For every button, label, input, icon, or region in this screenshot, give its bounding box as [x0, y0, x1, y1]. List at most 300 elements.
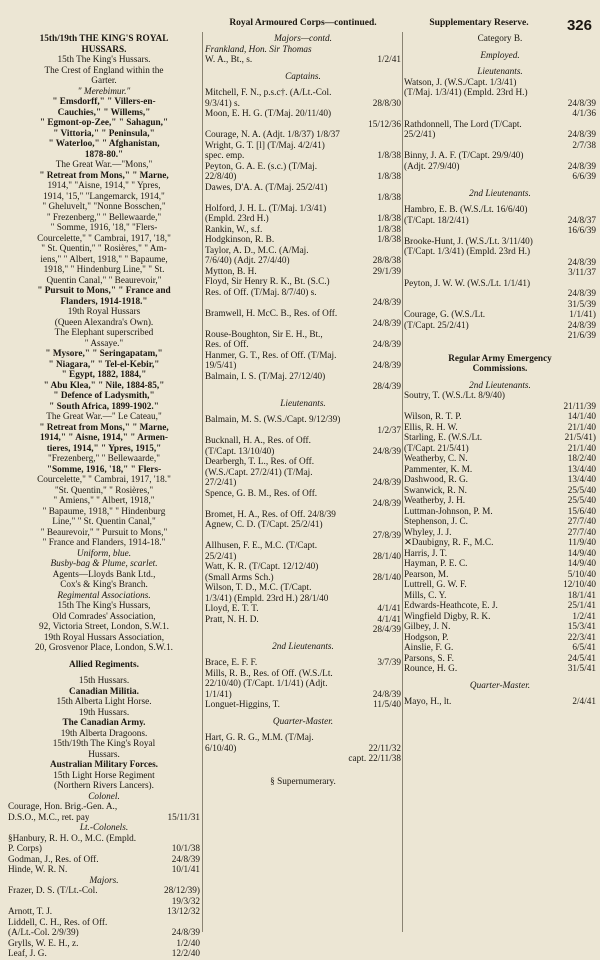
- text-line: " Egmont-op-Zee," " Sahagun,": [39, 118, 169, 128]
- text-line: 19th Royal Hussars: [67, 307, 141, 317]
- entry-date: 28/8/30: [372, 98, 401, 109]
- entry-text: Luttrell, G. W. F.: [404, 580, 467, 590]
- entry-date: 4/1/41: [377, 604, 401, 614]
- text-line: Hambro, E. B. (W.S./Lt. 16/6/40): [404, 205, 528, 215]
- entry-text: Dashwood, R. G.: [404, 475, 468, 485]
- entry-date: 6/6/39: [572, 172, 596, 182]
- entry-date: 12/2/40: [171, 949, 200, 959]
- entry-text: Hinde, W. R. N.: [8, 865, 68, 875]
- entry-date: 19/3/32: [171, 896, 200, 907]
- entry-line: [205, 267, 401, 278]
- text-line: Bucknall, H. A., Res. of Off.: [205, 436, 311, 446]
- text-line: The Elephant superscribed: [54, 328, 154, 338]
- entry-text: Ainslie, F. G.: [404, 643, 454, 653]
- entry-line: [404, 258, 596, 269]
- text-line: 15th Alberta Light Horse.: [56, 697, 152, 707]
- entry-date: 1/8/38: [377, 224, 401, 235]
- entry-date: 3/11/37: [568, 268, 596, 278]
- entry-text: Pratt, N. H. D.: [205, 614, 259, 625]
- entry-date: 24/8/39: [372, 689, 401, 700]
- entry-date: 6/5/41: [572, 643, 596, 653]
- entry-date: 28/1/40: [372, 551, 401, 562]
- entry-text: spec. emp.: [205, 151, 245, 161]
- entry-line: [205, 754, 401, 765]
- text-line: Wilson, T. D., M.C. (T/Capt.: [205, 583, 312, 593]
- entry-date: 18/2/40: [567, 454, 596, 464]
- entry-line: [8, 928, 200, 939]
- text-line: " Mysore," " Seringapatam,": [45, 349, 163, 359]
- entry-date: 1/8/38: [377, 151, 401, 161]
- text-line: " Assaye.": [84, 338, 124, 349]
- entry-line: [404, 423, 596, 434]
- entry-text: Starling, E. (W.S./Lt.: [404, 433, 483, 443]
- entry-line: [205, 55, 401, 66]
- entry-line: [205, 625, 401, 636]
- entry-date: 12/10/40: [563, 580, 596, 590]
- text-line: The Great War.—" Le Cateau,": [46, 412, 162, 422]
- text-line: Hanmer, G. T., Res. of Off. (T/Maj.: [205, 350, 337, 361]
- entry-date: 28/1/40: [372, 572, 401, 583]
- text-line: " France and Flanders, 1914-18.": [42, 538, 166, 548]
- entry-text: Harris, J. T.: [404, 548, 448, 559]
- entry-text: Pearson, M.: [404, 569, 449, 580]
- entry-date: 27/8/39: [372, 530, 401, 541]
- entry-text: Brace, E. F. F.: [205, 658, 258, 668]
- entry-text: Hayman, P. E. C.: [404, 559, 468, 569]
- entry-line: [404, 289, 596, 300]
- entry-text: Weatherby, J. H.: [404, 496, 466, 506]
- text-line: Wright, G. T. [l] (T/Maj. 4/2/41): [205, 140, 325, 151]
- entry-line: [404, 486, 596, 497]
- entry-line: [205, 151, 401, 162]
- text-line: Cauchies," " Willems,": [57, 107, 151, 118]
- text-line: (W.S./Capt. 27/2/41) (T/Maj.: [205, 467, 313, 478]
- entry-date: 24/8/39: [171, 854, 200, 865]
- entry-text: ✕Daubigny, R. F., M.C.: [404, 538, 494, 548]
- text-line: " Bapaume, 1918," " Hindenburg: [42, 506, 166, 517]
- entry-line: [205, 256, 401, 267]
- text-line: (T/Capt. 1/3/41) (Empld. 23rd H.): [404, 247, 531, 257]
- entry-line: [404, 570, 596, 581]
- entry-text: Grylls, W. E. H., z.: [8, 938, 79, 949]
- text-line: Flanders, 1914-1918.": [60, 296, 148, 307]
- entry-date: capt. 22/11/38: [348, 754, 401, 764]
- text-line: 92, Victoria Street, London, S.W.1.: [39, 622, 169, 632]
- text-line: " Pursuit to Mons," " France and: [37, 286, 171, 296]
- text-line: Majors.: [89, 875, 119, 886]
- entry-date: 10/1/41: [171, 865, 200, 875]
- entry-line: [404, 538, 596, 549]
- text-line: " Abu Klea," " Nile, 1884-85,": [43, 380, 165, 391]
- text-line: Regular Army Emergency: [448, 353, 552, 364]
- text-line: 15th/19th The King's Royal: [52, 739, 156, 749]
- entry-line: [404, 664, 596, 675]
- column-rule-left: [202, 32, 203, 932]
- text-line: " Somme, 1916, '18," "Flers-: [50, 223, 158, 233]
- text-line: Peyton, J. W. W. (W.S./Lt. 1/1/41): [404, 278, 531, 289]
- entry-line: [404, 412, 596, 423]
- entry-date: 16/6/39: [567, 226, 596, 236]
- entry-text: Hodgkinson, R. B.: [205, 235, 275, 245]
- entry-line: [404, 517, 596, 528]
- entry-date: 28/4/39: [372, 625, 401, 635]
- entry-line: [205, 172, 401, 183]
- entry-text: Godman, J., Res. of Off.: [8, 854, 99, 865]
- entry-line: [8, 897, 200, 908]
- entry-text: Whyley, J. J.: [404, 527, 452, 538]
- entry-date: 1/8/38: [377, 193, 401, 203]
- entry-line: [205, 447, 401, 458]
- entry-text: (Empld. 23rd H.): [205, 214, 269, 224]
- text-line: Courcelette," " Cambrai, 1917, '18,": [37, 233, 171, 244]
- text-line: Holford, J. H. L. (T/Maj. 1/3/41): [205, 203, 327, 214]
- entry-text: (A/Lt.-Col. 2/9/39): [8, 928, 79, 938]
- entry-text: Longuet-Higgins, T.: [205, 700, 280, 710]
- entry-line: [404, 226, 596, 237]
- entry-date: 31/5/39: [567, 299, 596, 310]
- text-line: Courage, N. A. (Adjt. 1/8/37) 1/8/37: [205, 130, 340, 140]
- entry-date: 28/12/39): [164, 886, 200, 896]
- entry-text: Mayo, H., lt.: [404, 697, 452, 707]
- entry-date: 1/2/41: [377, 55, 401, 65]
- entry-text: Hodgson, P.: [404, 632, 449, 643]
- entry-date: 5/10/40: [567, 569, 596, 580]
- entry-date: 1/2/37: [377, 425, 401, 436]
- text-line: (Northern Rivers Lancers).: [54, 781, 154, 791]
- entry-date: 24/8/39: [567, 161, 596, 172]
- text-line: Canadian Militia.: [69, 686, 139, 697]
- entry-date: 27/7/40: [567, 517, 596, 527]
- text-line: Allhusen, F. E., M.C. (T/Capt.: [205, 541, 318, 551]
- entry-date: 2/7/38: [572, 140, 596, 151]
- entry-text: (T/Capt. 25/2/41): [404, 320, 469, 331]
- text-line: 2nd Lieutenants.: [469, 188, 531, 199]
- entry-line: [404, 475, 596, 486]
- text-line: Rouse-Boughton, Sir E. H., Bt.,: [205, 329, 323, 340]
- entry-date: 2/4/41: [572, 697, 596, 707]
- entry-date: 15/12/36: [368, 119, 401, 130]
- text-line: tieres, 1914," " Ypres, 1915,": [46, 443, 162, 454]
- text-line: 1/3/41) (Empld. 23rd H.) 28/1/40: [205, 593, 329, 604]
- text-line: Taylor, A. D., M.C. (A/Maj.: [205, 245, 309, 256]
- entry-date: 13/12/32: [167, 907, 200, 917]
- text-line: Frankland, Hon. Sir Thomas: [205, 44, 312, 55]
- entry-line: [8, 844, 200, 855]
- text-line: Mitchell, F. N., p.s.c†. (A/Lt.-Col.: [205, 88, 332, 98]
- entry-text: Mills, C. Y.: [404, 590, 447, 601]
- text-line: HUSSARS.: [81, 44, 127, 55]
- entry-line: [205, 744, 401, 755]
- text-line: "St. Quentin," " Rosières,": [54, 485, 154, 496]
- text-line: Busby-bag & Plume, scarlet.: [50, 559, 158, 569]
- text-line: Lt.-Colonels.: [79, 823, 129, 833]
- text-line: Quarter-Master.: [469, 680, 531, 691]
- text-line: Res. of Off. (T/Maj. 8/7/40) s.: [205, 287, 317, 298]
- entry-text: Swanwick, R. N.: [404, 485, 467, 496]
- text-line: 15th Light Horse Regiment: [53, 770, 155, 781]
- text-line: " Amiens," " Albert, 1918,": [53, 496, 155, 506]
- text-line: " Niagara," " Tel-el-Kebir,": [48, 359, 160, 370]
- text-line: Uniform, blue.: [76, 548, 132, 559]
- text-line: Bramwell, H. McC. B., Res. of Off.: [205, 308, 338, 319]
- entry-date: 31/5/41: [567, 664, 596, 674]
- text-line: Dawes, D'A. A. (T/Maj. 25/2/41): [205, 182, 328, 193]
- text-line: 1914," "Aisne, 1914," " Ypres,: [47, 181, 161, 191]
- text-line: Hussars.: [88, 749, 120, 760]
- entry-line: [8, 855, 200, 866]
- entry-line: [404, 141, 596, 152]
- entry-text: Leaf, J. G.: [8, 949, 47, 959]
- entry-text: Mytton, B. H.: [205, 266, 257, 277]
- text-line: Employed.: [480, 50, 520, 61]
- text-line: Regimental Associations.: [57, 590, 151, 601]
- entry-line: [404, 310, 596, 321]
- text-line: " Vittoria," " Peninsula,": [53, 128, 155, 139]
- entry-text: 22/8/40): [205, 172, 237, 182]
- entry-date: 11/5/40: [373, 700, 401, 710]
- text-line: (Queen Alexandra's Own).: [54, 317, 154, 328]
- text-line: Bromet, H. A., Res. of Off. 24/8/39: [205, 509, 336, 520]
- entry-text: 7/6/40) (Adjt. 27/4/40): [205, 256, 290, 266]
- text-line: " Frezenberg," " Bellewaarde,": [46, 212, 162, 223]
- entry-date: 24/8/39: [372, 478, 401, 488]
- text-line: 19th Hussars.: [78, 707, 130, 718]
- text-line: " Defence of Ladysmith,": [53, 391, 155, 401]
- entry-date: 15/6/40: [567, 506, 596, 517]
- entry-text: Stephenson, J. C.: [404, 517, 468, 527]
- text-line: Lieutenants.: [280, 398, 326, 409]
- text-line: " Waterloo," " Afghanistan,: [48, 139, 160, 149]
- text-line: Brooke-Hunt, J. (W.S./Lt. 3/11/40): [404, 236, 533, 247]
- text-line: Rathdonnell, The Lord (T/Capt.: [404, 119, 522, 130]
- text-line: " Egypt, 1882, 1884,": [61, 370, 147, 380]
- entry-line: [404, 528, 596, 539]
- text-line: Agnew, C. D. (T/Capt. 25/2/41): [205, 520, 323, 530]
- text-line: Captains.: [285, 71, 321, 82]
- entry-date: 24/5/41: [567, 653, 596, 664]
- entry-text: W. A., Bt., s.: [205, 55, 253, 65]
- text-line: Binny, J. A. F. (T/Capt. 29/9/40): [404, 151, 524, 161]
- entry-line: [205, 531, 401, 542]
- text-line: Agents—Lloyds Bank Ltd.,: [52, 569, 156, 580]
- text-line: " St. Quentin," " Rosières," " Am-: [41, 244, 167, 254]
- entry-line: [205, 340, 401, 351]
- entry-line: [8, 886, 200, 897]
- page-header-right: Supplementary Reserve.: [429, 18, 529, 28]
- entry-date: 22/3/41: [567, 632, 596, 643]
- entry-line: [404, 612, 596, 623]
- entry-line: [404, 580, 596, 591]
- entry-date: 1/8/38: [377, 172, 401, 182]
- entry-line: [404, 654, 596, 665]
- entry-line: [404, 643, 596, 654]
- text-line: Quentin Canal," " Beaurevoir,": [46, 275, 162, 286]
- entry-text: (Small Arms Sch.): [205, 572, 274, 583]
- entry-text: Courage, G. (W.S./Lt.: [404, 310, 486, 320]
- entry-date: 24/8/39: [372, 499, 401, 509]
- entry-text: Edwards-Heathcote, E. J.: [404, 601, 498, 611]
- entry-text: Gilbey, J. N.: [404, 622, 451, 632]
- text-line: Allied Regiments.: [69, 659, 139, 670]
- text-line: " Retreat from Mons," " Marne,: [39, 170, 169, 181]
- entry-date: 28/4/39: [372, 382, 401, 392]
- entry-date: 24/8/39: [372, 446, 401, 457]
- text-line: 20, Grosvenor Place, London, S.W.1.: [35, 643, 173, 653]
- entry-line: [205, 700, 401, 711]
- entry-date: 24/8/39: [372, 319, 401, 329]
- column-left: [8, 34, 200, 960]
- text-line: § Supernumerary.: [270, 776, 336, 787]
- entry-text: Parsons, S. F.: [404, 653, 454, 664]
- entry-date: 1/1/41): [569, 310, 596, 320]
- entry-line: [404, 130, 596, 141]
- entry-date: 10/1/38: [171, 844, 200, 854]
- entry-line: [205, 382, 401, 393]
- text-line: Old Comrades' Association,: [52, 611, 156, 622]
- text-line: Courcelette," " Cambrai, 1917, '18.": [37, 475, 171, 485]
- entry-line: [205, 319, 401, 330]
- text-line: Quarter-Master.: [272, 716, 334, 727]
- entry-text: Ellis, R. H. W.: [404, 422, 458, 433]
- entry-line: [404, 601, 596, 612]
- entry-line: [205, 298, 401, 309]
- entry-line: [404, 465, 596, 476]
- entry-line: [205, 615, 401, 626]
- text-line: Australian Military Forces.: [50, 760, 158, 770]
- entry-date: 24/8/39: [372, 361, 401, 371]
- entry-date: 24/8/37: [567, 215, 596, 226]
- entry-text: P. Corps): [8, 844, 42, 854]
- entry-line: [205, 120, 401, 131]
- entry-date: 14/1/40: [567, 412, 596, 422]
- entry-date: 21/5/41): [564, 433, 596, 443]
- text-line: " Retreat from Mons," " Marne,: [39, 422, 169, 433]
- entry-date: 13/4/40: [567, 464, 596, 475]
- text-line: "Somme, 1916, '18," " Flers-: [46, 464, 162, 475]
- text-line: Category B.: [477, 34, 523, 44]
- entry-text: Wilson, R. T. P.: [404, 412, 462, 422]
- entry-text: Weatherby, C. N.: [404, 454, 468, 464]
- entry-date: 24/8/39: [567, 289, 596, 299]
- entry-date: 18/1/41: [567, 590, 596, 601]
- entry-date: 24/8/39: [567, 320, 596, 331]
- text-line: Floyd, Sir Henry R. K., Bt. (S.C.): [205, 277, 330, 287]
- text-line: Dearbergh, T. L., Res. of Off.: [205, 457, 315, 467]
- entry-date: 24/8/39: [372, 340, 401, 350]
- entry-line: [205, 478, 401, 489]
- entry-text: Arnott, T. J.: [8, 907, 53, 917]
- text-line: Peyton, G. A. E. (s.c.) (T/Maj.: [205, 161, 318, 172]
- entry-date: 15/3/41: [567, 622, 596, 632]
- page-header-center: Royal Armoured Corps—continued.: [229, 18, 377, 28]
- text-line: " Beaurevoir," " Pursuit to Mons,": [40, 527, 168, 538]
- text-line: The Crest of England within the: [44, 65, 164, 76]
- text-line: Garter.: [91, 76, 117, 86]
- text-line: 1914, '15," "Langemarck, 1914,": [43, 191, 165, 202]
- entry-line: [205, 361, 401, 372]
- entry-text: Wingfield Digby, R. K.: [404, 611, 491, 622]
- entry-date: 24/8/39: [567, 257, 596, 268]
- entry-line: [404, 496, 596, 507]
- entry-line: [8, 865, 200, 876]
- entry-line: [404, 697, 596, 708]
- text-line: Commissions.: [472, 364, 528, 374]
- entry-text: Rounce, H. G.: [404, 664, 458, 674]
- entry-line: [205, 99, 401, 110]
- text-line: (T/Maj. 1/3/41) (Empld. 23rd H.): [404, 88, 528, 98]
- text-line: 2nd Lieutenants.: [469, 380, 531, 391]
- entry-line: [404, 433, 596, 444]
- entry-line: [404, 99, 596, 110]
- entry-line: [404, 507, 596, 518]
- entry-date: 21/11/39: [563, 401, 596, 412]
- entry-date: 29/1/39: [372, 266, 401, 277]
- entry-line: [404, 454, 596, 465]
- entry-line: [8, 907, 200, 918]
- text-line: The Canadian Army.: [62, 718, 146, 728]
- entry-text: Pammenter, K. M.: [404, 464, 473, 475]
- text-line: 2nd Lieutenants.: [272, 641, 334, 652]
- entry-line: [404, 622, 596, 633]
- entry-text: 25/2/41): [205, 551, 237, 562]
- text-line: 15th Hussars.: [78, 676, 130, 686]
- page-number: 326: [566, 17, 592, 34]
- text-line: Colonel.: [88, 791, 120, 802]
- text-line: Mills, R. B., Res. of Off. (W.S./Lt.: [205, 668, 333, 679]
- entry-date: 15/11/31: [167, 812, 200, 823]
- entry-date: 21/1/40: [567, 443, 596, 454]
- text-line: 19th Alberta Dragoons.: [60, 728, 148, 739]
- text-line: §Hanbury, R. H. O., M.C. (Empld.: [8, 833, 137, 844]
- entry-line: [205, 214, 401, 225]
- entry-line: [205, 235, 401, 246]
- text-line: Watson, J. (W.S./Capt. 1/3/41): [404, 77, 517, 88]
- text-line: 15th/19th THE KING'S ROYAL: [39, 34, 169, 44]
- entry-text: 6/10/40): [205, 743, 237, 754]
- text-line: "Frezenberg," " Bellewaarde,": [47, 454, 160, 464]
- text-line: Majors—contd.: [274, 34, 332, 44]
- entry-text: 1/1/41): [205, 689, 232, 700]
- text-line: Watt, K. R. (T/Capt. 12/12/40): [205, 562, 319, 572]
- entry-date: 21/1/40: [567, 422, 596, 433]
- text-line: Balmain, M. S. (W.S./Capt. 9/12/39): [205, 415, 341, 425]
- entry-date: 1/8/38: [377, 235, 401, 245]
- entry-line: [404, 591, 596, 602]
- text-line: " Gheluvelt," "Nonne Bosschen,": [42, 202, 166, 212]
- text-line: 22/10/40) (T/Capt. 1/1/41) (Adjt.: [205, 679, 328, 689]
- entry-text: 25/2/41): [404, 130, 436, 140]
- text-line: 15th The King's Hussars,: [57, 601, 151, 611]
- entry-date: 4/1/41: [377, 614, 401, 625]
- entry-text: (T/Capt. 13/10/40): [205, 446, 275, 457]
- text-line: 1878-80.": [84, 149, 124, 160]
- text-line: 1918," " Hindenburg Line," " St.: [43, 265, 165, 275]
- entry-date: 21/6/39: [567, 331, 596, 341]
- text-line: Balmain, I. S. (T/Maj. 27/12/40): [205, 371, 326, 382]
- entry-text: Rankin, W., s.f.: [205, 224, 263, 235]
- entry-date: 24/8/39: [171, 928, 200, 938]
- entry-line: [205, 658, 401, 669]
- text-line: Cox's & King's Branch.: [60, 580, 148, 590]
- entry-line: [8, 939, 200, 950]
- entry-date: 25/1/41: [567, 601, 596, 611]
- column-right: [404, 34, 596, 708]
- text-line: " Merebimur.": [77, 86, 131, 97]
- entry-text: D.S.O., M.C., ret. pay: [8, 812, 90, 823]
- entry-line: [404, 268, 596, 279]
- entry-line: [404, 216, 596, 227]
- text-line: Liddell, C. H., Res. of Off.: [8, 917, 108, 928]
